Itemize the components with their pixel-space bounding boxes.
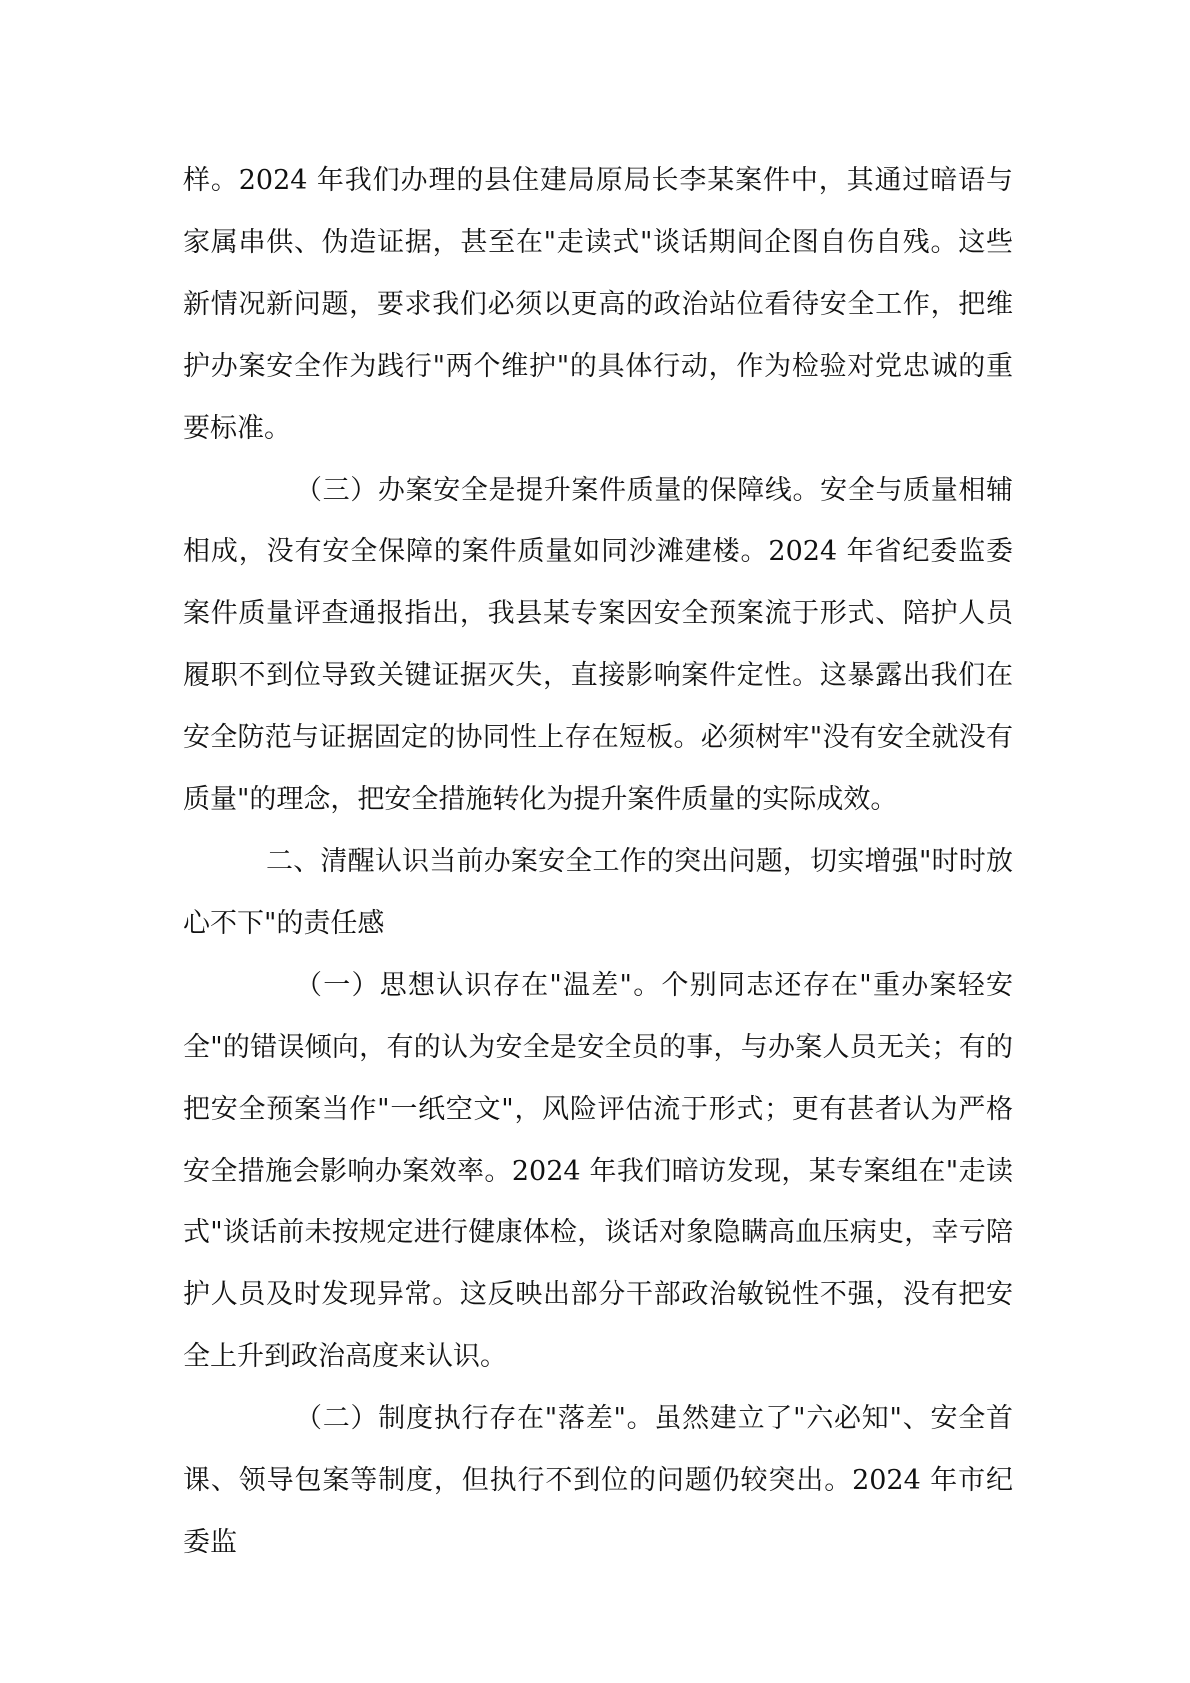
document-body (183, 150, 1013, 1574)
paragraph-continuation: 样。2024 年我们办理的县住建局原局长李某案件中，其通过暗语与家属串供、伪造证据，甚至在"走读式"谈话期间企图自伤自残。这些新情况新问题，要求我们必须以更高的政治站位看待安全工作，把维护办案安全作为践行"两个维护"的具体行动，作为检验对党忠诚的重要标准。 (183, 165, 1013, 444)
paragraph-subsection-three: （三）办案安全是提升案件质量的保障线。安全与质量相辅相成，没有安全保障的案件质量如同沙滩建楼。2024 年省纪委监委案件质量评查通报指出，我县某专案因安全预案流于形式、陪护人员履职不到位导致关键证据灭失，直接影响案件定性。这暴露出我们在安全防范与证据固定的协同性上存在短板。必须树牢"没有安全就没有质量"的理念，把安全措施转化为提升案件质量的实际成效。 (183, 474, 1013, 816)
paragraph-subsection-one: （一）思想认识存在"温差"。个别同志还存在"重办案轻安全"的错误倾向，有的认为安全是安全员的事，与办案人员无关；有的把安全预案当作"一纸空文"，风险评估流于形式；更有甚者认为严格安全措施会影响办案效率。2024 年我们暗访发现，某专案组在"走读式"谈话前未按规定进行健康体检，谈话对象隐瞒高血压病史，幸亏陪护人员及时发现异常。这反映出部分干部政治敏锐性不强，没有把安全上升到政治高度来认识。 (183, 969, 1013, 1373)
paragraph-subsection-two: （二）制度执行存在"落差"。虽然建立了"六必知"、安全首课、领导包案等制度，但执行不到位的问题仍较突出。2024 年市纪委监 (183, 1403, 1013, 1558)
section-heading-two: 二、清醒认识当前办案安全工作的突出问题，切实增强"时时放心不下"的责任感 (183, 845, 1013, 939)
